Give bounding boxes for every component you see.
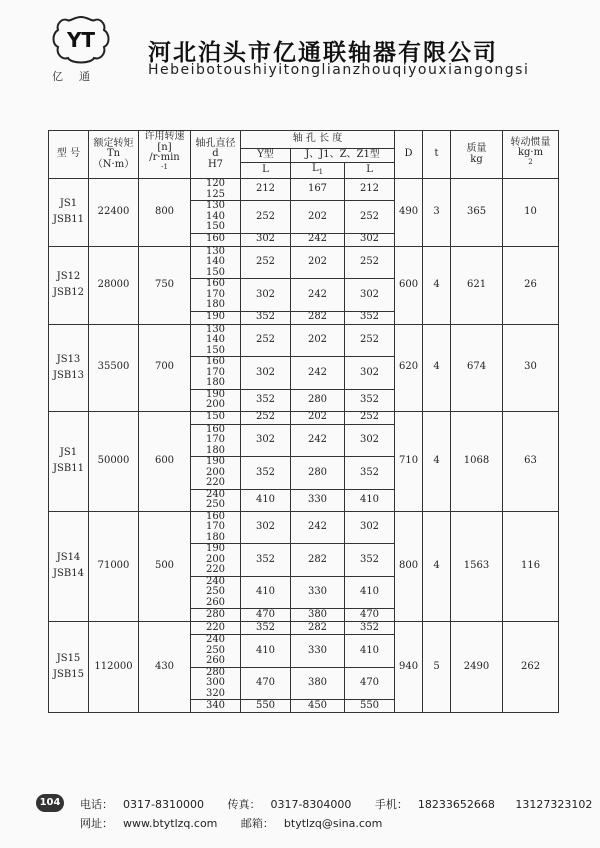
header-y-type: Y型 [241, 149, 291, 163]
header-model: 型 号 [49, 131, 89, 179]
cell-model: JS13 JSB13 [49, 324, 89, 411]
cell-bore-diameter: 160 170 180 [191, 279, 241, 312]
table-row [49, 622, 559, 635]
footer-web: 网址： www.btytlzq.com [80, 817, 218, 830]
cell-length-L: 212 [241, 179, 291, 201]
logo-text: YT [66, 28, 96, 52]
cell-t: 3 [423, 179, 451, 247]
header-torque: 额定转矩 Tn （N·m） [89, 131, 139, 179]
cell-length-L1: 380 [291, 609, 345, 622]
cell-length-L2: 410 [345, 489, 395, 511]
cell-length-L1: 202 [291, 201, 345, 234]
cell-inertia: 26 [503, 246, 559, 324]
cell-length-L2: 302 [345, 511, 395, 544]
cell-length-L: 470 [241, 609, 291, 622]
cell-speed: 430 [139, 622, 191, 713]
cell-torque: 50000 [89, 411, 139, 511]
cell-bore-diameter: 240 250 260 [191, 576, 241, 609]
cell-bore-diameter: 130 140 150 [191, 324, 241, 357]
cell-mass: 1068 [451, 411, 503, 511]
page-number-badge: 104 [36, 794, 64, 812]
cell-bore-diameter: 130 140 150 [191, 201, 241, 234]
table-row [49, 411, 559, 424]
page-header [0, 0, 600, 90]
cell-bore-diameter: 160 170 180 [191, 511, 241, 544]
header-jz-type: J、J1、Z、Z1型 [291, 149, 395, 163]
company-name-cn: 河北泊头市亿通联轴器有限公司 [148, 40, 498, 66]
footer-phone: 电话： 0317-8310000 [80, 798, 204, 811]
cell-speed: 500 [139, 511, 191, 622]
cell-length-L1: 330 [291, 576, 345, 609]
cell-length-L2: 410 [345, 635, 395, 668]
cell-torque: 28000 [89, 246, 139, 324]
cell-t: 5 [423, 622, 451, 713]
cell-length-L1: 242 [291, 424, 345, 457]
cell-length-L2: 352 [345, 311, 395, 324]
footer-contact-line [80, 796, 600, 812]
cell-bore-diameter: 190 200 [191, 389, 241, 411]
cell-length-L1: 282 [291, 544, 345, 577]
cell-speed: 750 [139, 246, 191, 324]
cell-bore-diameter: 240 250 [191, 489, 241, 511]
cell-D: 710 [395, 411, 423, 511]
cell-inertia: 30 [503, 324, 559, 411]
cell-D: 800 [395, 511, 423, 622]
cell-bore-diameter: 120 125 [191, 179, 241, 201]
cell-length-L: 470 [241, 667, 291, 700]
cell-length-L2: 352 [345, 622, 395, 635]
cell-torque: 22400 [89, 179, 139, 247]
footer-web-line [80, 815, 402, 831]
cell-length-L2: 302 [345, 424, 395, 457]
cell-length-L1: 242 [291, 233, 345, 246]
cell-inertia: 116 [503, 511, 559, 622]
cell-mass: 1563 [451, 511, 503, 622]
cell-bore-diameter: 340 [191, 700, 241, 713]
cell-length-L1: 202 [291, 246, 345, 279]
cell-bore-diameter: 280 [191, 609, 241, 622]
cell-speed: 800 [139, 179, 191, 247]
cell-mass: 2490 [451, 622, 503, 713]
cell-length-L1: 282 [291, 622, 345, 635]
cell-speed: 700 [139, 324, 191, 411]
cell-t: 4 [423, 324, 451, 411]
header-mass: 质量 kg [451, 131, 503, 179]
cell-torque: 35500 [89, 324, 139, 411]
cell-length-L1: 450 [291, 700, 345, 713]
cell-length-L1: 202 [291, 324, 345, 357]
cell-length-L2: 352 [345, 457, 395, 490]
cell-length-L1: 202 [291, 411, 345, 424]
header-col-L2: L [345, 163, 395, 179]
cell-length-L: 410 [241, 576, 291, 609]
cell-length-L: 352 [241, 457, 291, 490]
header-D: D [395, 131, 423, 179]
cell-model: JS15 JSB15 [49, 622, 89, 713]
cell-bore-diameter: 160 170 180 [191, 424, 241, 457]
footer-fax: 传真： 0317-8304000 [227, 798, 352, 811]
cell-length-L: 352 [241, 622, 291, 635]
cell-length-L2: 410 [345, 576, 395, 609]
footer-email: 邮箱： btytlzq@sina.com [240, 817, 383, 830]
cell-inertia: 63 [503, 411, 559, 511]
cell-length-L1: 330 [291, 489, 345, 511]
cell-length-L1: 242 [291, 357, 345, 390]
coupling-spec-table [48, 130, 559, 713]
cell-length-L1: 280 [291, 389, 345, 411]
cell-bore-diameter: 240 250 260 [191, 635, 241, 668]
cell-length-L1: 282 [291, 311, 345, 324]
cell-length-L: 352 [241, 311, 291, 324]
cell-inertia: 262 [503, 622, 559, 713]
cell-length-L: 302 [241, 511, 291, 544]
cell-bore-diameter: 160 [191, 233, 241, 246]
cell-length-L2: 302 [345, 357, 395, 390]
header-length: 轴 孔 长 度 [241, 131, 395, 149]
cell-length-L: 410 [241, 489, 291, 511]
cell-length-L: 252 [241, 411, 291, 424]
cell-bore-diameter: 160 170 180 [191, 357, 241, 390]
cell-length-L: 252 [241, 324, 291, 357]
cell-length-L1: 380 [291, 667, 345, 700]
cell-length-L2: 212 [345, 179, 395, 201]
cell-length-L: 352 [241, 544, 291, 577]
cell-length-L2: 302 [345, 279, 395, 312]
cell-length-L: 550 [241, 700, 291, 713]
cell-t: 4 [423, 511, 451, 622]
cell-length-L2: 470 [345, 609, 395, 622]
cell-D: 490 [395, 179, 423, 247]
cell-t: 4 [423, 246, 451, 324]
cell-length-L: 252 [241, 201, 291, 234]
cell-length-L: 302 [241, 279, 291, 312]
table-row [49, 511, 559, 544]
cell-D: 620 [395, 324, 423, 411]
logo-subtitle: 亿通 [52, 70, 106, 83]
cell-mass: 621 [451, 246, 503, 324]
cell-length-L1: 167 [291, 179, 345, 201]
header-bore: 轴孔直径 d H7 [191, 131, 241, 179]
cell-length-L: 352 [241, 389, 291, 411]
cell-speed: 600 [139, 411, 191, 511]
cell-bore-diameter: 190 200 220 [191, 457, 241, 490]
cell-length-L1: 242 [291, 511, 345, 544]
cell-bore-diameter: 150 [191, 411, 241, 424]
cell-model: JS14 JSB14 [49, 511, 89, 622]
cell-bore-diameter: 280 300 320 [191, 667, 241, 700]
cell-D: 940 [395, 622, 423, 713]
company-name-en: Hebeibotoushiyitonglianzhouqiyouxiangongsi [148, 62, 530, 78]
header-inertia: 转动惯量 kg·m $^2$ [503, 131, 559, 179]
cell-t: 4 [423, 411, 451, 511]
cell-model: JS1 JSB11 [49, 411, 89, 511]
cell-length-L: 302 [241, 233, 291, 246]
cell-length-L2: 252 [345, 324, 395, 357]
header-t: t [423, 131, 451, 179]
cell-length-L2: 550 [345, 700, 395, 713]
cell-length-L: 410 [241, 635, 291, 668]
cell-D: 600 [395, 246, 423, 324]
table-row [49, 179, 559, 201]
cell-length-L2: 352 [345, 544, 395, 577]
cell-model: JS1 JSB11 [49, 179, 89, 247]
cell-length-L2: 352 [345, 389, 395, 411]
cell-length-L2: 252 [345, 411, 395, 424]
table-row [49, 246, 559, 279]
header-col-L1: $L_1$ [291, 163, 345, 179]
header-speed: 许用转速 [n] /r·min $^{-1}$ [139, 131, 191, 179]
cell-length-L2: 252 [345, 201, 395, 234]
table-row [49, 324, 559, 357]
cell-bore-diameter: 130 140 150 [191, 246, 241, 279]
cell-length-L: 302 [241, 357, 291, 390]
cell-length-L2: 470 [345, 667, 395, 700]
cell-bore-diameter: 220 [191, 622, 241, 635]
cell-torque: 71000 [89, 511, 139, 622]
cell-mass: 365 [451, 179, 503, 247]
header-col-L: L [241, 163, 291, 179]
cell-torque: 112000 [89, 622, 139, 713]
cell-length-L2: 252 [345, 246, 395, 279]
cell-mass: 674 [451, 324, 503, 411]
cell-length-L: 252 [241, 246, 291, 279]
cell-model: JS12 JSB12 [49, 246, 89, 324]
footer-mobile: 手机： 18233652668 13127323102 [374, 798, 593, 811]
cell-length-L: 302 [241, 424, 291, 457]
cell-inertia: 10 [503, 179, 559, 247]
cell-bore-diameter: 190 200 220 [191, 544, 241, 577]
company-logo [48, 14, 114, 68]
cell-length-L1: 330 [291, 635, 345, 668]
cell-length-L1: 280 [291, 457, 345, 490]
cell-bore-diameter: 190 [191, 311, 241, 324]
cell-length-L2: 302 [345, 233, 395, 246]
cell-length-L1: 242 [291, 279, 345, 312]
